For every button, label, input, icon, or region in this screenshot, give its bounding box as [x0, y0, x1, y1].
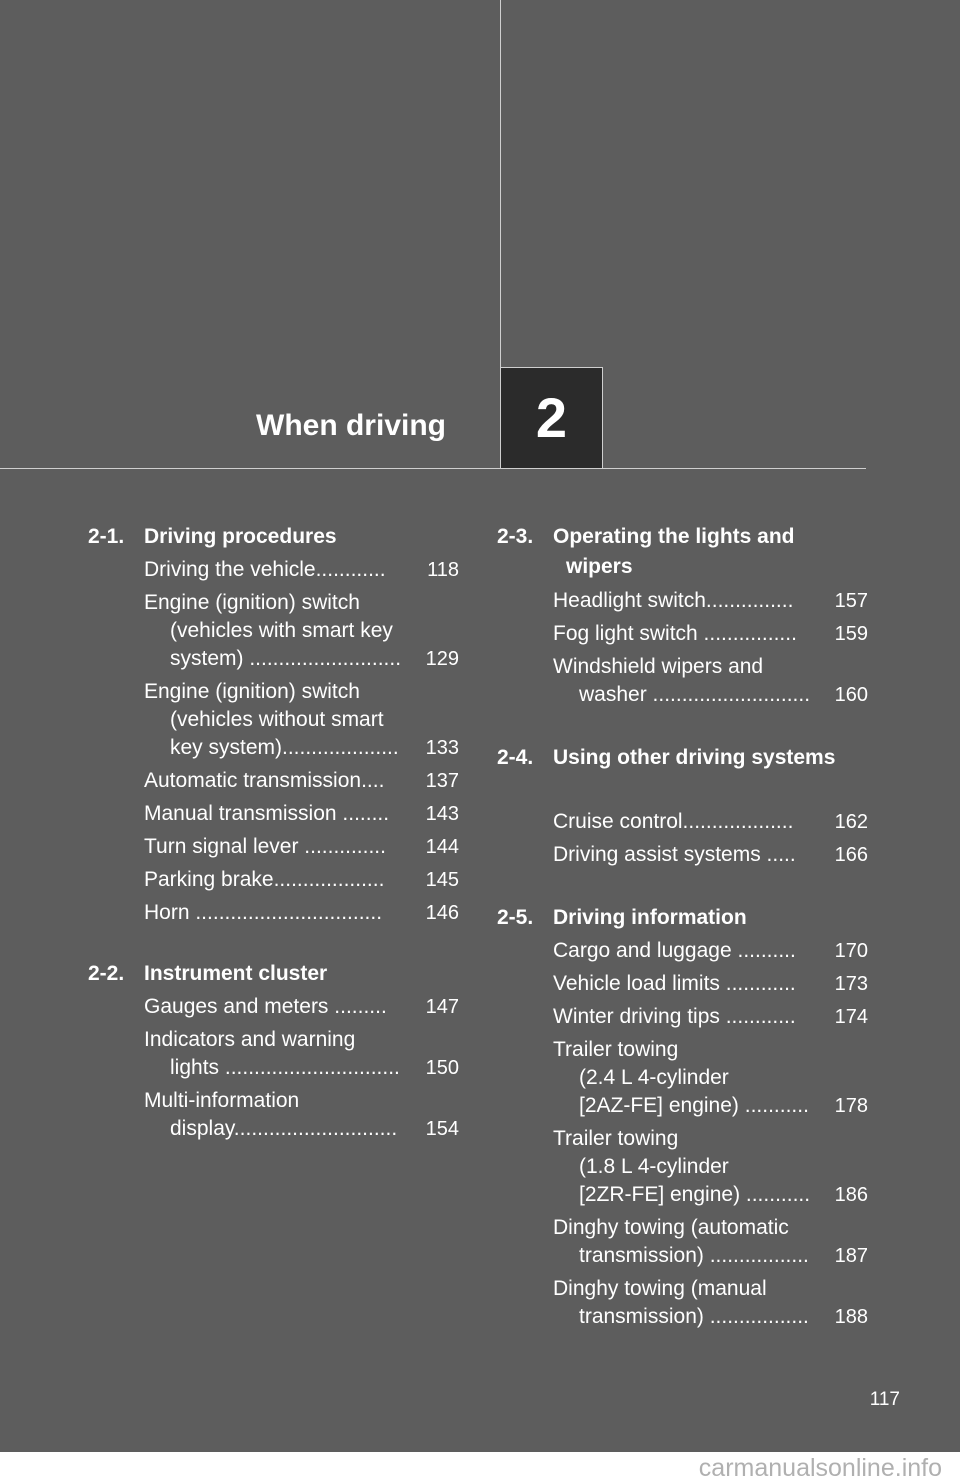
entry-page-number: 170: [834, 940, 868, 962]
entry-title-line: Dinghy towing (manual: [553, 1277, 767, 1300]
entry-title: [144, 678, 419, 762]
entry-page-number: 188: [834, 1306, 868, 1328]
chapter-number-box: [500, 367, 603, 469]
entry-list: [88, 989, 459, 1143]
entry-title-line: key system)....................: [170, 736, 399, 759]
entry-list: [88, 552, 459, 927]
entry-page-number: 150: [425, 1057, 459, 1079]
toc-entry[interactable]: [144, 589, 459, 673]
entry-page-number: 160: [834, 684, 868, 706]
entry-title-line: (vehicles without smart: [170, 708, 384, 731]
entry-title-line: Vehicle load limits ............: [553, 972, 796, 995]
entry-title: [553, 1214, 828, 1270]
toc-entry[interactable]: [553, 620, 868, 648]
section-number: 2-3.: [497, 525, 534, 548]
entry-title: [553, 808, 828, 836]
entry-page-number: 166: [834, 844, 868, 866]
toc-entry[interactable]: [144, 866, 459, 894]
entry-page-number: 144: [425, 836, 459, 858]
entry-title-line: washer ...........................: [579, 683, 811, 706]
entry-title-line: Parking brake...................: [144, 868, 385, 891]
entry-page-number: 157: [834, 590, 868, 612]
entry-page-number: 173: [834, 973, 868, 995]
section-heading: [88, 522, 459, 552]
entry-title-line: Winter driving tips ............: [553, 1005, 796, 1028]
entry-page-number: 147: [425, 996, 459, 1018]
toc-entry[interactable]: [553, 653, 868, 709]
toc-entry[interactable]: [553, 587, 868, 615]
entry-page-number: 129: [425, 648, 459, 670]
entry-title-line: Indicators and warning: [144, 1028, 356, 1051]
toc-entry[interactable]: [144, 833, 459, 861]
entry-title-line: transmission) .................: [579, 1244, 809, 1267]
entry-title: [553, 620, 828, 648]
entry-title: [553, 970, 828, 998]
toc-entry[interactable]: [553, 1125, 868, 1209]
entry-title-line: Engine (ignition) switch: [144, 591, 360, 614]
toc-entry[interactable]: [144, 556, 459, 584]
section-title[interactable]: Driving information: [553, 906, 747, 929]
section-title[interactable]: Instrument cluster: [144, 962, 328, 985]
header-horizontal-rule: [0, 468, 866, 469]
entry-page-number: 178: [834, 1095, 868, 1117]
entry-title: [553, 1125, 828, 1209]
toc-section: [497, 522, 868, 714]
entry-title: [144, 1026, 419, 1082]
entry-title-line: Fog light switch ................: [553, 622, 797, 645]
entry-title: [144, 1087, 419, 1143]
entry-title-line: Cargo and luggage ..........: [553, 939, 796, 962]
entry-title: [553, 937, 828, 965]
entry-page-number: 146: [425, 902, 459, 924]
entry-page-number: 143: [425, 803, 459, 825]
section-title[interactable]: Operating the lights and wipers: [553, 525, 795, 578]
entry-page-number: 159: [834, 623, 868, 645]
entry-title-line: transmission) .................: [579, 1305, 809, 1328]
section-title[interactable]: Driving procedures: [144, 525, 337, 548]
toc-entry[interactable]: [144, 1026, 459, 1082]
entry-title-line: Dinghy towing (automatic: [553, 1216, 789, 1239]
entry-title: [553, 587, 828, 615]
entry-title-line: Headlight switch...............: [553, 589, 794, 612]
entry-title-line: (vehicles with smart key: [170, 619, 393, 642]
entry-title-line: Manual transmission ........: [144, 802, 390, 825]
toc-entry[interactable]: [553, 1036, 868, 1120]
entry-title-line: Cruise control...................: [553, 810, 794, 833]
entry-title: [144, 866, 419, 894]
entry-title-line: Gauges and meters .........: [144, 995, 387, 1018]
entry-title-line: display............................: [170, 1117, 398, 1140]
toc-entry[interactable]: [144, 899, 459, 927]
toc-entry[interactable]: [144, 678, 459, 762]
entry-title: [553, 653, 828, 709]
entry-title-line: [2AZ-FE] engine) ...........: [579, 1094, 809, 1117]
entry-title: [553, 1003, 828, 1031]
entry-title-line: [2ZR-FE] engine) ...........: [579, 1183, 811, 1206]
toc-section: [88, 959, 459, 1148]
entry-title: [144, 589, 419, 673]
entry-title: [553, 841, 828, 869]
entry-list: [497, 933, 868, 1331]
toc-section: [88, 522, 459, 932]
section-number: 2-5.: [497, 906, 534, 929]
section-heading: [497, 743, 868, 804]
entry-page-number: 154: [425, 1118, 459, 1140]
entry-title-line: Driving assist systems .....: [553, 843, 796, 866]
entry-list: [497, 804, 868, 869]
entry-title-line: Windshield wipers and: [553, 655, 764, 678]
toc-entry[interactable]: [144, 993, 459, 1021]
entry-title-line: Multi-information: [144, 1089, 300, 1112]
chapter-number: 2: [535, 386, 568, 449]
toc-entry[interactable]: [144, 767, 459, 795]
entry-title: [144, 767, 419, 795]
entry-title-line: lights ..............................: [170, 1056, 400, 1079]
entry-page-number: 133: [425, 737, 459, 759]
entry-title: [144, 899, 419, 927]
entry-title-line: Automatic transmission....: [144, 769, 385, 792]
entry-title-line: Trailer towing: [553, 1127, 679, 1150]
section-number: 2-1.: [88, 525, 125, 548]
watermark-bar: [0, 1452, 960, 1484]
chapter-title: When driving: [256, 409, 446, 442]
section-heading: [497, 522, 868, 583]
entry-page-number: 137: [425, 770, 459, 792]
entry-title: [553, 1275, 828, 1331]
entry-title-line: Driving the vehicle............: [144, 558, 386, 581]
section-heading: [497, 903, 868, 933]
entry-title-line: Turn signal lever ..............: [144, 835, 386, 858]
entry-page-number: 145: [425, 869, 459, 891]
section-title[interactable]: Using other driving systems: [553, 746, 836, 769]
header-vertical-rule: [500, 0, 501, 368]
entry-title-line: Horn ................................: [144, 901, 383, 924]
toc-entry[interactable]: [553, 841, 868, 869]
toc-entry[interactable]: [553, 970, 868, 998]
entry-title-line: Trailer towing: [553, 1038, 679, 1061]
toc-section: [497, 903, 868, 1336]
entry-title-line: (1.8 L 4-cylinder: [579, 1155, 729, 1178]
section-heading: [88, 959, 459, 989]
toc-entry[interactable]: [553, 1275, 868, 1331]
entry-title: [144, 800, 419, 828]
entry-page-number: 162: [834, 811, 868, 833]
page-number: 117: [869, 1389, 900, 1410]
toc-entry[interactable]: [553, 937, 868, 965]
toc-entry[interactable]: [553, 808, 868, 836]
entry-title-line: (2.4 L 4-cylinder: [579, 1066, 729, 1089]
entry-page-number: 187: [834, 1245, 868, 1267]
watermark-text: carmanualsonline.info: [698, 1454, 942, 1482]
section-number: 2-2.: [88, 962, 125, 985]
entry-list: [497, 583, 868, 709]
toc-entry[interactable]: [553, 1214, 868, 1270]
entry-title: [144, 556, 419, 584]
entry-title-line: system) ..........................: [170, 647, 402, 670]
entry-title: [553, 1036, 828, 1120]
toc-entry[interactable]: [553, 1003, 868, 1031]
entry-page-number: 186: [834, 1184, 868, 1206]
section-number: 2-4.: [497, 746, 534, 769]
toc-section: [497, 743, 868, 874]
entry-title-line: Engine (ignition) switch: [144, 680, 360, 703]
entry-page-number: 118: [427, 559, 459, 581]
entry-page-number: 174: [834, 1006, 868, 1028]
entry-title: [144, 993, 419, 1021]
entry-title: [144, 833, 419, 861]
toc-entry[interactable]: [144, 800, 459, 828]
toc-entry[interactable]: [144, 1087, 459, 1143]
